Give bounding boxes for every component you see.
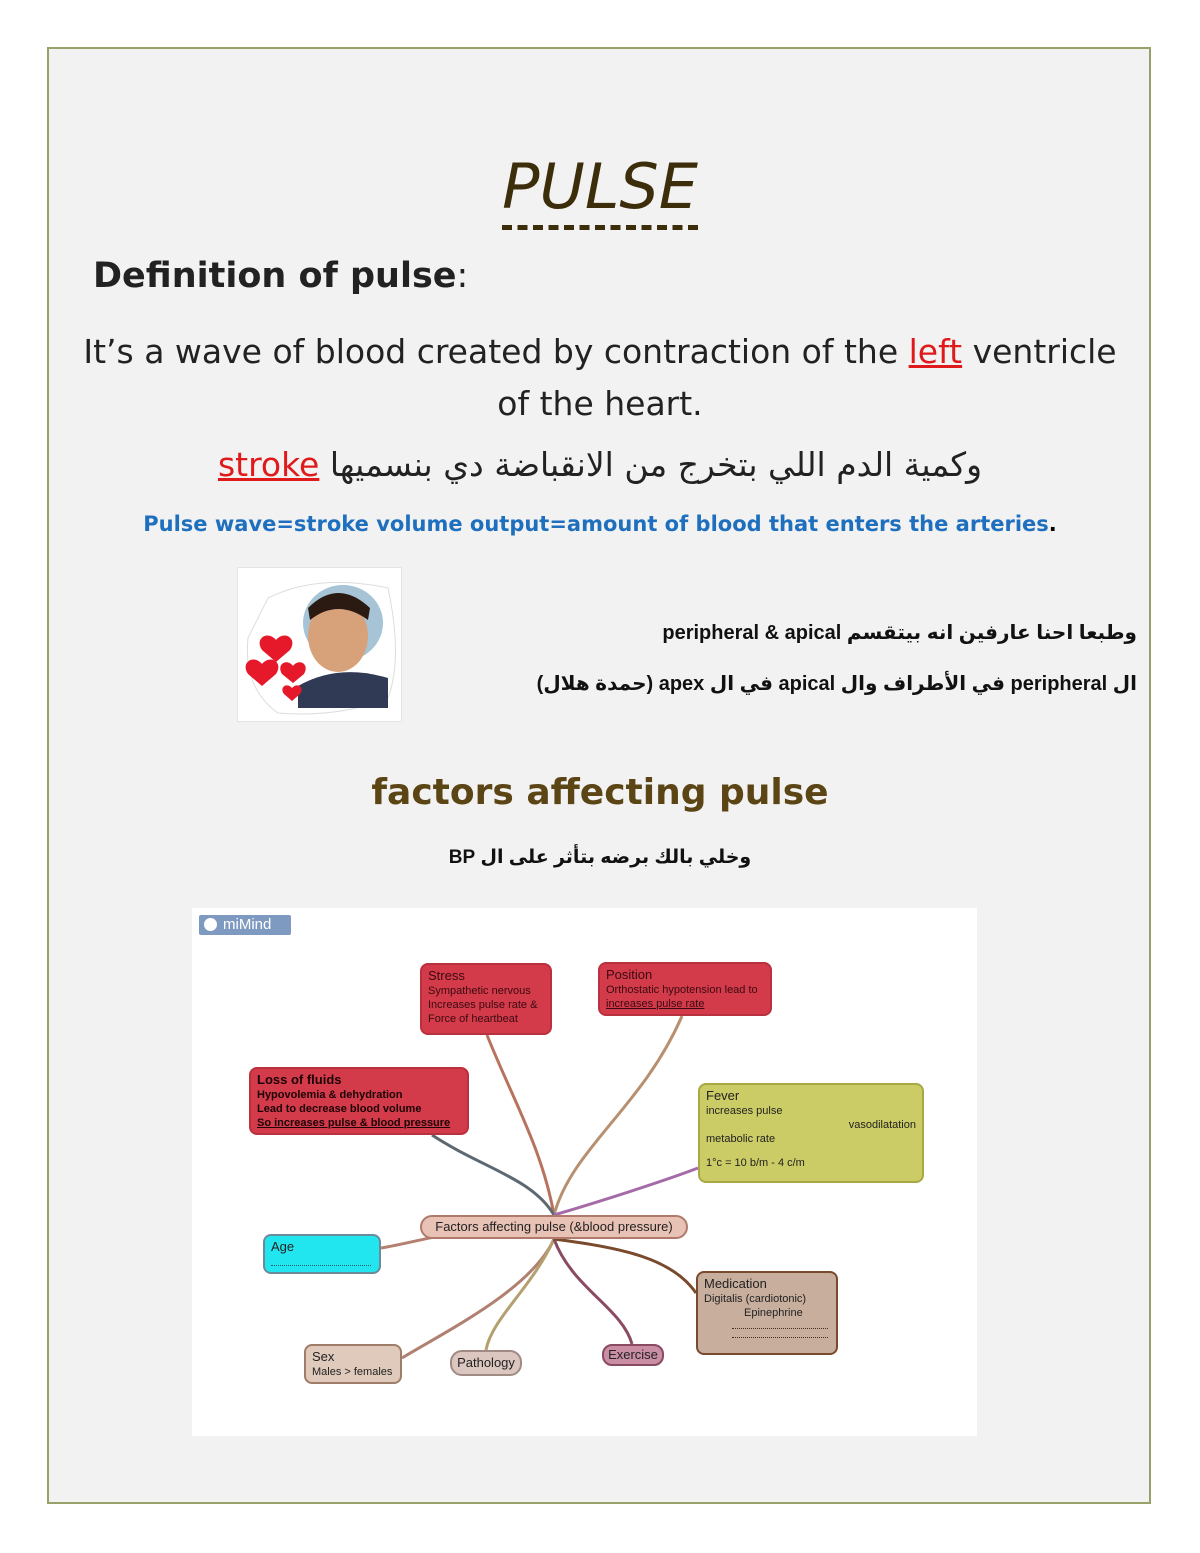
node-exercise: Exercise <box>602 1344 664 1366</box>
node-age: Age <box>263 1234 381 1274</box>
node-sex: Sex Males > females <box>304 1344 402 1384</box>
page-title: PULSE <box>0 150 1200 223</box>
definition-heading: Definition of pulse: <box>93 256 469 296</box>
arabic-stroke-line: وكمية الدم اللي بتخرج من الانقباضة دي بنسميها stroke <box>217 445 983 484</box>
sticker-photo <box>237 567 402 722</box>
factors-subtitle: وخلي بالك برضه بتأثر على ال BP <box>448 847 752 868</box>
left-highlight: left <box>908 332 963 371</box>
node-pathology: Pathology <box>450 1350 522 1376</box>
node-fever: Fever increases pulse vasodilatation metabolic rate 1°c = 10 b/m - 4 c/m <box>698 1083 924 1183</box>
mimind-badge: miMind <box>199 915 291 935</box>
arabic-note-line-1: وطبعا احنا عارفين انه بيتقسم peripheral & apical <box>662 622 1137 644</box>
node-position: Position Orthostatic hypotension lead to increases pulse rate <box>598 962 772 1016</box>
stroke-highlight: stroke <box>217 445 320 484</box>
factors-heading: factors affecting pulse <box>371 772 829 813</box>
node-center: Factors affecting pulse (&blood pressure) <box>420 1215 688 1239</box>
pulse-wave-definition: Pulse wave=stroke volume output=amount of blood that enters the arteries. <box>143 512 1057 536</box>
node-medication: Medication Digitalis (cardiotonic) Epinephrine <box>696 1271 838 1355</box>
node-stress: Stress Sympathetic nervous Increases pulse rate & Force of heartbeat <box>420 963 552 1035</box>
mind-map <box>192 908 977 1436</box>
node-loss-of-fluids: Loss of fluids Hypovolemia & dehydration Lead to decrease blood volume So increases pulse & blood pressure <box>249 1067 469 1135</box>
definition-text: It’s a wave of blood created by contraction of the left ventricle of the heart. <box>83 332 1117 423</box>
arabic-note-line-2: ال peripheral في الأطراف وال apical في ال apex (حمدة هلال) <box>536 673 1137 695</box>
